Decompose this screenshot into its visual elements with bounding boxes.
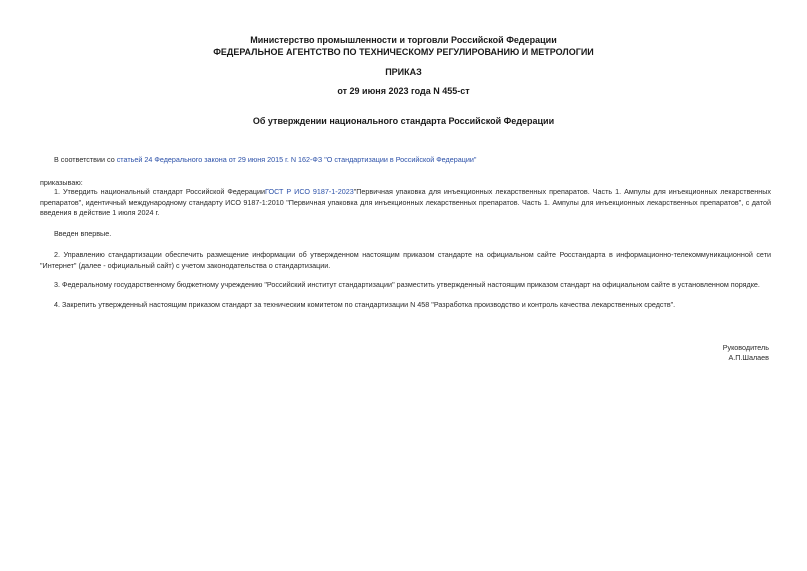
doc-type-heading: ПРИКАЗ xyxy=(385,67,422,77)
law-article-link[interactable]: статьей 24 Федерального закона от 29 июня 2015 г. N 162-ФЗ "О стандартизации в Российской Федерации" xyxy=(116,155,477,164)
item-1-rest: "Первичная упаковка для инъекционных лекарственных препаратов. Часть 1. Ампулы для инъекционных лекарственных препаратов", идентичный международному стандарту ИСО 9187-1:2010 "Первичная упаковка для инъекционных лекарственных препаратов. Часть 1. Ампулы для инъекционных лекарственных препаратов", с датой введения в действие 1 июля 2024 г. xyxy=(40,187,771,217)
first-time-note: Введен впервые. xyxy=(54,229,112,238)
preamble-paragraph xyxy=(40,155,771,166)
item-1-prefix: 1. Утвердить национальный стандарт Российской Федерации xyxy=(54,187,265,196)
item-3-paragraph: 3. Федеральному государственному бюджетному учреждению "Российский институт стандартизации" разместить утвержденный настоящим приказом стандарт на официальном сайте в установленном порядке. xyxy=(54,280,760,289)
item-4-paragraph: 4. Закрепить утвержденный настоящим приказом стандарт за техническим комитетом по стандартизации N 458 "Разработка производство и контроль качества лекарственных средств". xyxy=(54,300,676,309)
signature-name: А.П.Шалаев xyxy=(728,353,769,362)
ministry-heading: Министерство промышленности и торговли Российской Федерации xyxy=(250,35,557,45)
signature-title: Руководитель xyxy=(722,343,769,352)
item-1-paragraph xyxy=(40,187,771,219)
date-number-heading: от 29 июня 2023 года N 455-ст xyxy=(337,86,470,96)
preamble-prefix: В соответствии со xyxy=(54,155,117,164)
subject-heading: Об утверждении национального стандарта Российской Федерации xyxy=(252,116,555,126)
item-2-paragraph: 2. Управлению стандартизации обеспечить размещение информации об утвержденном настоящим приказом стандарте на официальном сайте Росстандарта в информационно-телекоммуникационной сети "Интернет" (далее - официальный сайт) с учетом законодательства о стандартизации. xyxy=(40,250,771,270)
agency-heading: ФЕДЕРАЛЬНОЕ АГЕНТСТВО ПО ТЕХНИЧЕСКОМУ РЕГУЛИРОВАНИЮ И МЕТРОЛОГИИ xyxy=(213,47,594,57)
gost-standard-link[interactable]: ГОСТ Р ИСО 9187-1-2023 xyxy=(264,187,354,196)
order-word: приказываю: xyxy=(40,178,83,187)
